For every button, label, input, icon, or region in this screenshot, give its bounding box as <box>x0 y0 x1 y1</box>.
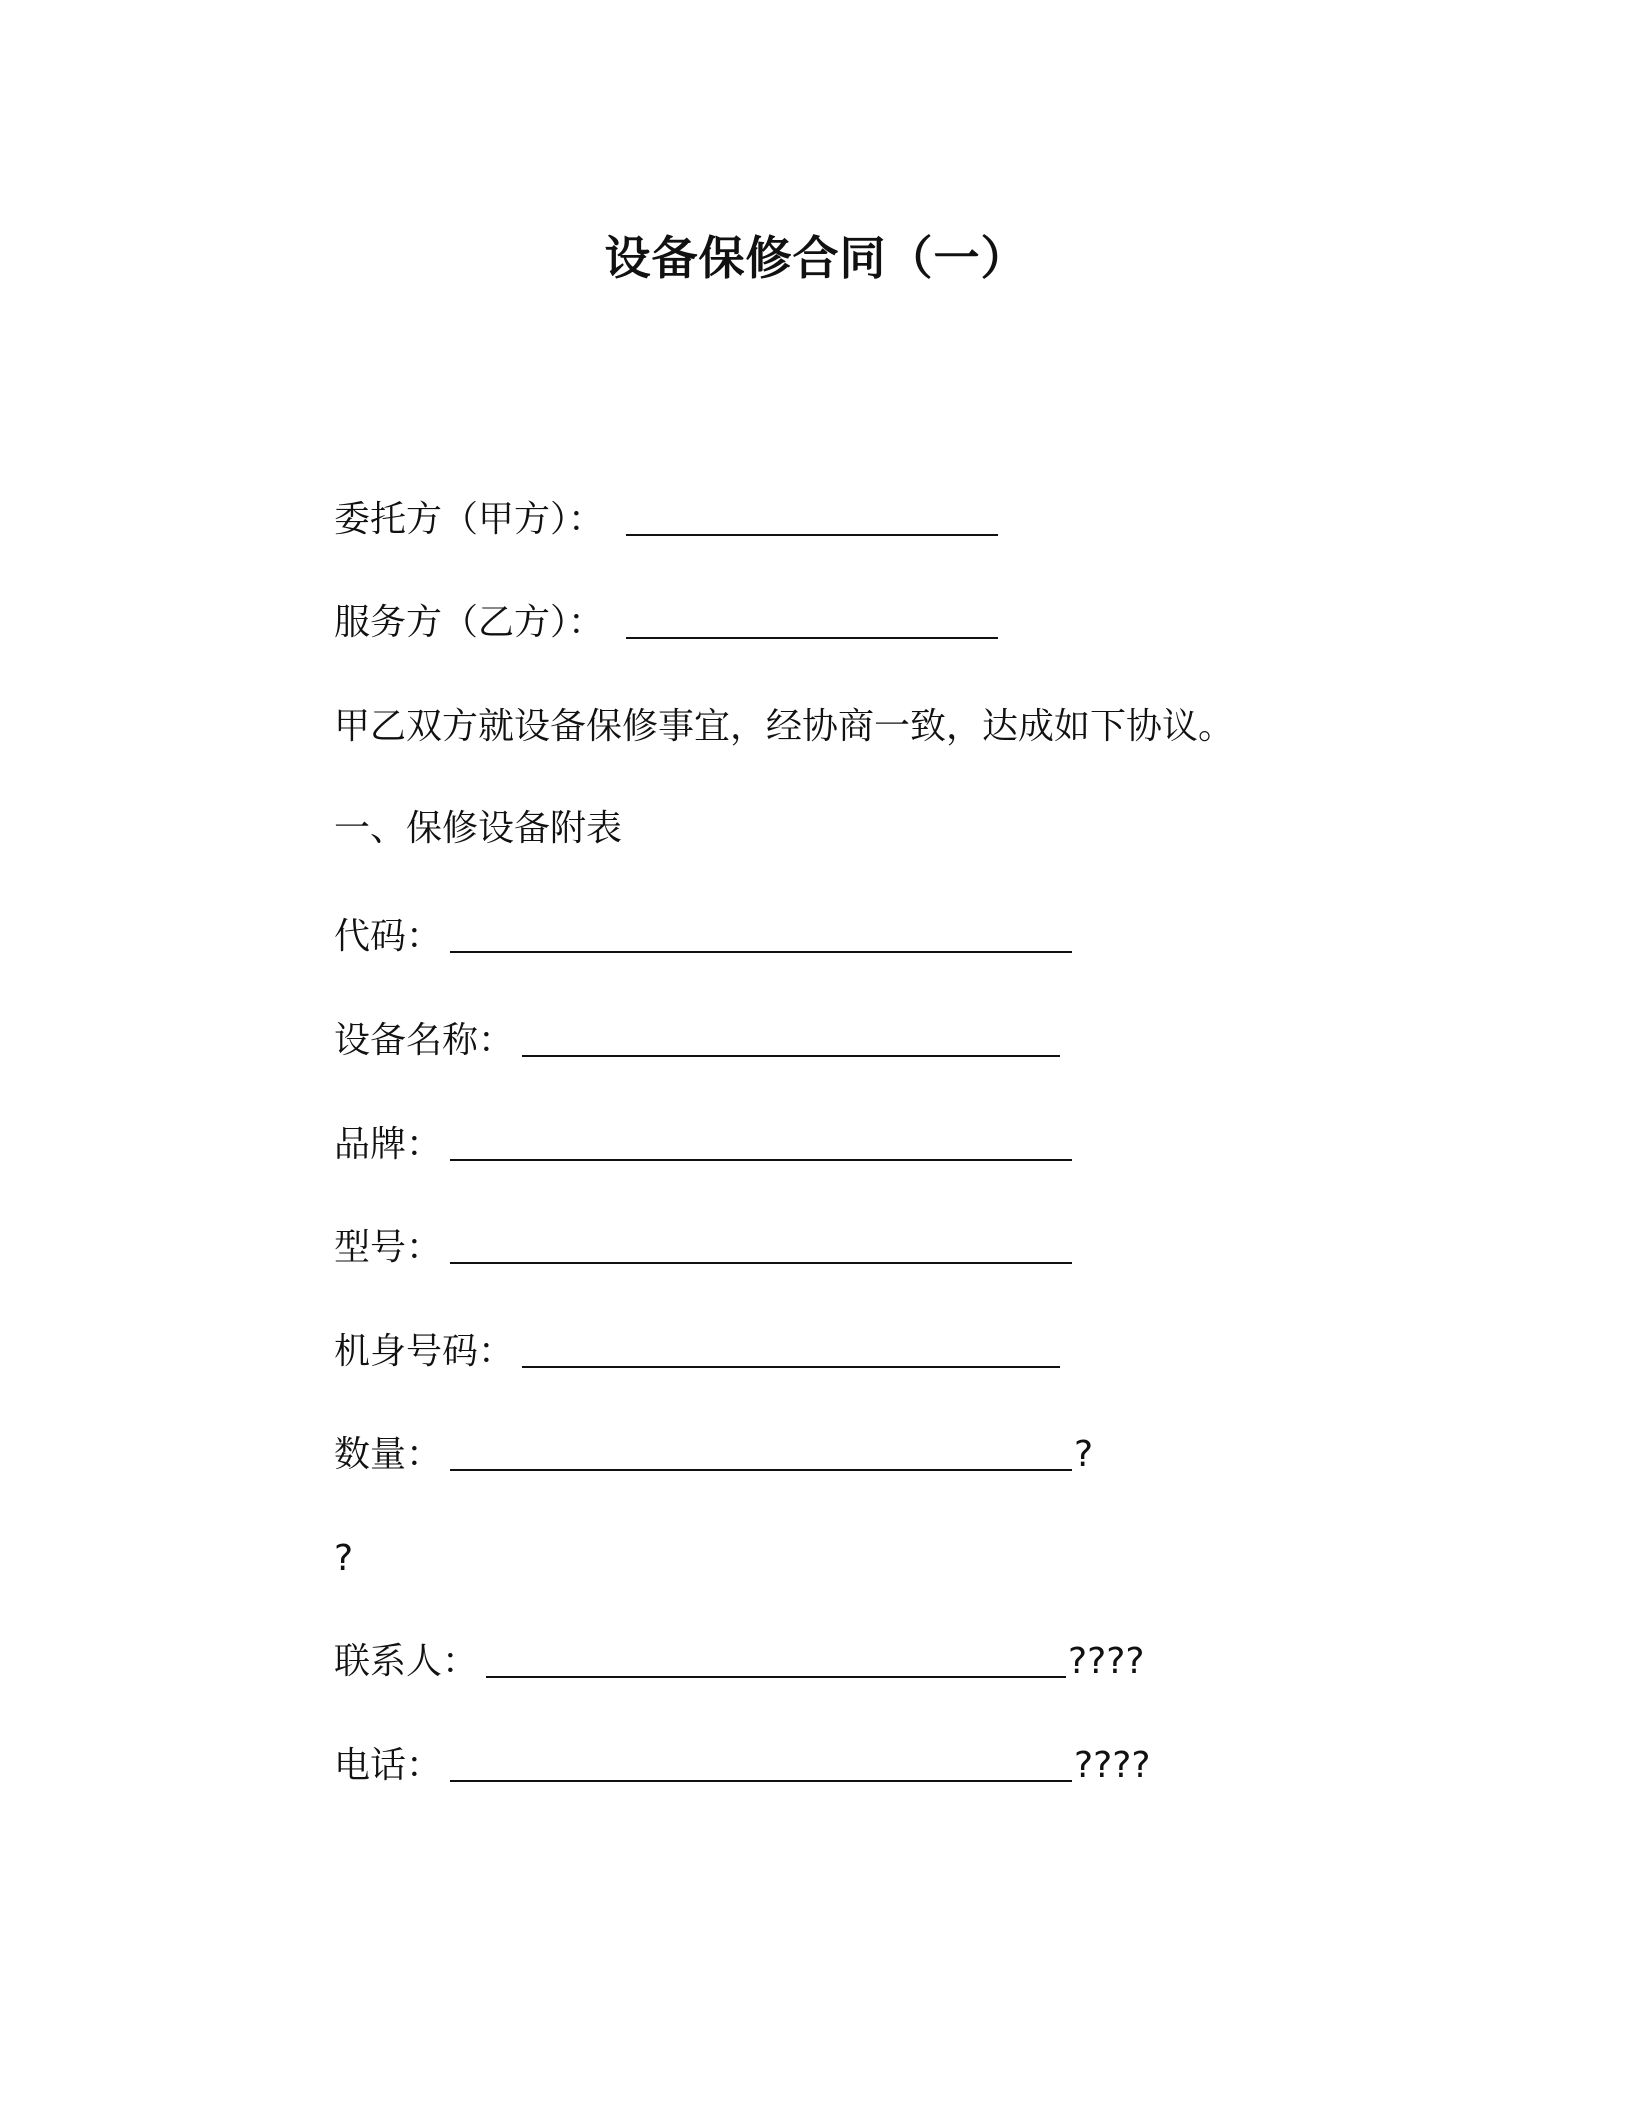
contact-label: 联系人： <box>334 1641 479 1682</box>
code-line <box>334 913 1072 961</box>
party-b-line <box>334 599 998 647</box>
phone-label: 电话： <box>334 1745 443 1786</box>
phone-blank[interactable] <box>450 1750 1072 1782</box>
serial-blank[interactable] <box>522 1336 1060 1368</box>
party-a-line <box>334 496 998 544</box>
document-title: 设备保修合同（一） <box>604 231 1028 285</box>
intro-text: 甲乙双方就设备保修事宜，经协商一致，达成如下协议。 <box>334 706 1235 747</box>
equipment-name-line <box>334 1017 1060 1065</box>
brand-line <box>334 1121 1072 1169</box>
party-b-label: 服务方（乙方）： <box>334 602 605 643</box>
model-line <box>334 1224 1072 1272</box>
stray-mark-line <box>334 1535 353 1583</box>
code-label: 代码： <box>334 916 443 957</box>
model-blank[interactable] <box>450 1232 1072 1264</box>
stray-mark: ? <box>334 1538 354 1579</box>
quantity-label: 数量： <box>334 1434 443 1475</box>
contact-line <box>334 1638 1144 1686</box>
phone-tail: ???? <box>1074 1745 1151 1786</box>
quantity-line <box>334 1431 1093 1479</box>
brand-label: 品牌： <box>334 1124 443 1165</box>
code-blank[interactable] <box>450 921 1072 953</box>
phone-line <box>334 1742 1150 1790</box>
brand-blank[interactable] <box>450 1129 1072 1161</box>
party-a-label: 委托方（甲方）： <box>334 499 605 540</box>
serial-line <box>334 1328 1060 1376</box>
intro-paragraph <box>334 703 1234 751</box>
equipment-name-blank[interactable] <box>522 1025 1060 1057</box>
equipment-name-label: 设备名称： <box>334 1020 515 1061</box>
contact-tail: ???? <box>1068 1641 1145 1682</box>
quantity-blank[interactable] <box>450 1439 1072 1471</box>
section1-heading: 一、保修设备附表 <box>334 808 623 849</box>
quantity-tail: ? <box>1074 1434 1094 1475</box>
serial-label: 机身号码： <box>334 1331 515 1372</box>
section-heading <box>334 805 622 853</box>
model-label: 型号： <box>334 1227 443 1268</box>
party-a-blank[interactable] <box>626 504 998 536</box>
contact-blank[interactable] <box>486 1646 1066 1678</box>
party-b-blank[interactable] <box>626 607 998 639</box>
